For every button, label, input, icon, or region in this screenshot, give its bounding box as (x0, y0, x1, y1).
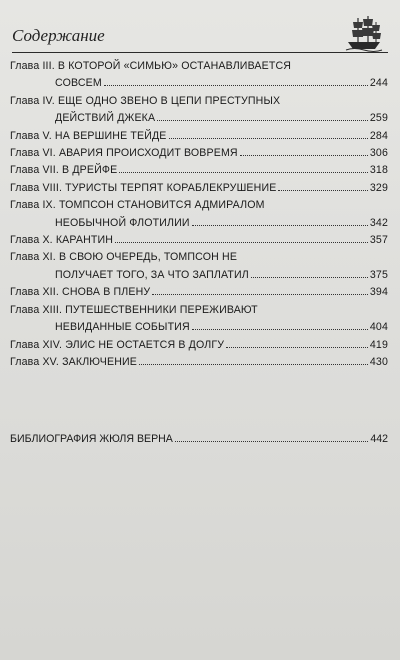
leader-dots (169, 138, 368, 139)
toc-entry-title: ДЕЙСТВИЙ ДЖЕКА (55, 112, 156, 125)
leader-dots (226, 347, 368, 348)
page-title: Содержание (12, 26, 105, 45)
toc-entry-title: ПОЛУЧАЕТ ТОГО, ЗА ЧТО ЗАПЛАТИЛ (55, 268, 249, 281)
toc-page-number: 342 (369, 216, 388, 229)
toc-entry-title: СОВСЕМ (55, 77, 102, 90)
toc-entry[interactable] (10, 93, 388, 128)
toc-entry-title: Глава IX. ТОМПСОН СТАНОВИТСЯ АДМИРАЛОМ (10, 199, 265, 212)
toc-entry[interactable] (10, 302, 388, 337)
toc-entry[interactable] (10, 128, 388, 145)
leader-dots (240, 155, 368, 156)
toc-page-number: 430 (369, 355, 388, 368)
toc-entry-title: Глава VIII. ТУРИСТЫ ТЕРПЯТ КОРАБЛЕКРУШЕНИЕ (10, 181, 277, 194)
toc-entry[interactable] (10, 145, 388, 162)
leader-dots (251, 277, 368, 278)
toc-page-number: 357 (369, 234, 388, 247)
leader-dots (152, 294, 368, 295)
toc-entry[interactable] (10, 162, 388, 179)
leader-dots (175, 441, 368, 442)
toc-entry[interactable] (10, 354, 388, 371)
toc-page-number: 259 (369, 112, 388, 125)
leader-dots (119, 172, 368, 173)
leader-dots (278, 190, 367, 191)
toc-entry-title: Глава VI. АВАРИЯ ПРОИСХОДИТ ВОВРЕМЯ (10, 147, 238, 160)
toc-entry-title: Глава III. В КОТОРОЙ «СИМЬЮ» ОСТАНАВЛИВАЕТСЯ (10, 60, 292, 72)
leader-dots (104, 85, 368, 86)
toc-page-number: 329 (369, 181, 388, 194)
toc-page-number: 394 (369, 286, 388, 299)
leader-dots (157, 120, 368, 121)
leader-dots (115, 242, 368, 243)
toc-page-number: 404 (369, 321, 388, 334)
toc-page-number: 244 (369, 77, 388, 90)
toc-entry-title: Глава XV. ЗАКЛЮЧЕНИЕ (10, 355, 137, 368)
toc-entry[interactable] (10, 284, 388, 301)
leader-dots (139, 364, 368, 365)
toc-entry-title: Глава IV. ЕЩЕ ОДНО ЗВЕНО В ЦЕПИ ПРЕСТУПНЫХ (10, 94, 281, 107)
bibliography-label: БИБЛИОГРАФИЯ ЖЮЛЯ ВЕРНА (10, 433, 173, 445)
toc-entry[interactable] (10, 232, 388, 249)
toc-entry[interactable] (10, 197, 388, 232)
toc-entry-title: НЕОБЫЧНОЙ ФЛОТИЛИИ (55, 216, 190, 229)
bibliography-page: 442 (370, 433, 388, 445)
toc-entry-title: Глава V. НА ВЕРШИНЕ ТЕЙДЕ (10, 129, 167, 142)
leader-dots (192, 329, 368, 330)
toc-page-number: 306 (369, 147, 388, 160)
toc-page-number: 375 (369, 268, 388, 281)
bibliography-entry[interactable] (10, 433, 388, 445)
toc-page-number: 318 (369, 164, 388, 177)
toc-page-number: 284 (369, 129, 388, 142)
toc-entry-title: Глава XIII. ПУТЕШЕСТВЕННИКИ ПЕРЕЖИВАЮТ (10, 303, 258, 316)
toc-entry-title: Глава VII. В ДРЕЙФЕ (10, 164, 118, 177)
toc-entry[interactable] (10, 58, 388, 93)
ship-icon (344, 14, 384, 52)
toc-page-number: 419 (369, 338, 388, 351)
toc-entry-title: Глава X. КАРАНТИН (10, 234, 114, 247)
page-header (12, 16, 388, 53)
toc-entry-title: Глава XI. В СВОЮ ОЧЕРЕДЬ, ТОМПСОН НЕ (10, 251, 238, 264)
toc-entry[interactable] (10, 180, 388, 197)
toc-entry-title: Глава XIV. ЭЛИС НЕ ОСТАЕТСЯ В ДОЛГУ (10, 338, 225, 351)
toc-entry-title: Глава XII. СНОВА В ПЛЕНУ (10, 286, 151, 299)
toc-entry-title: НЕВИДАННЫЕ СОБЫТИЯ (55, 321, 190, 334)
leader-dots (192, 225, 368, 226)
toc-entry[interactable] (10, 249, 388, 284)
show-through-text (120, 470, 300, 550)
toc-entry[interactable] (10, 337, 388, 354)
table-of-contents (10, 58, 388, 371)
